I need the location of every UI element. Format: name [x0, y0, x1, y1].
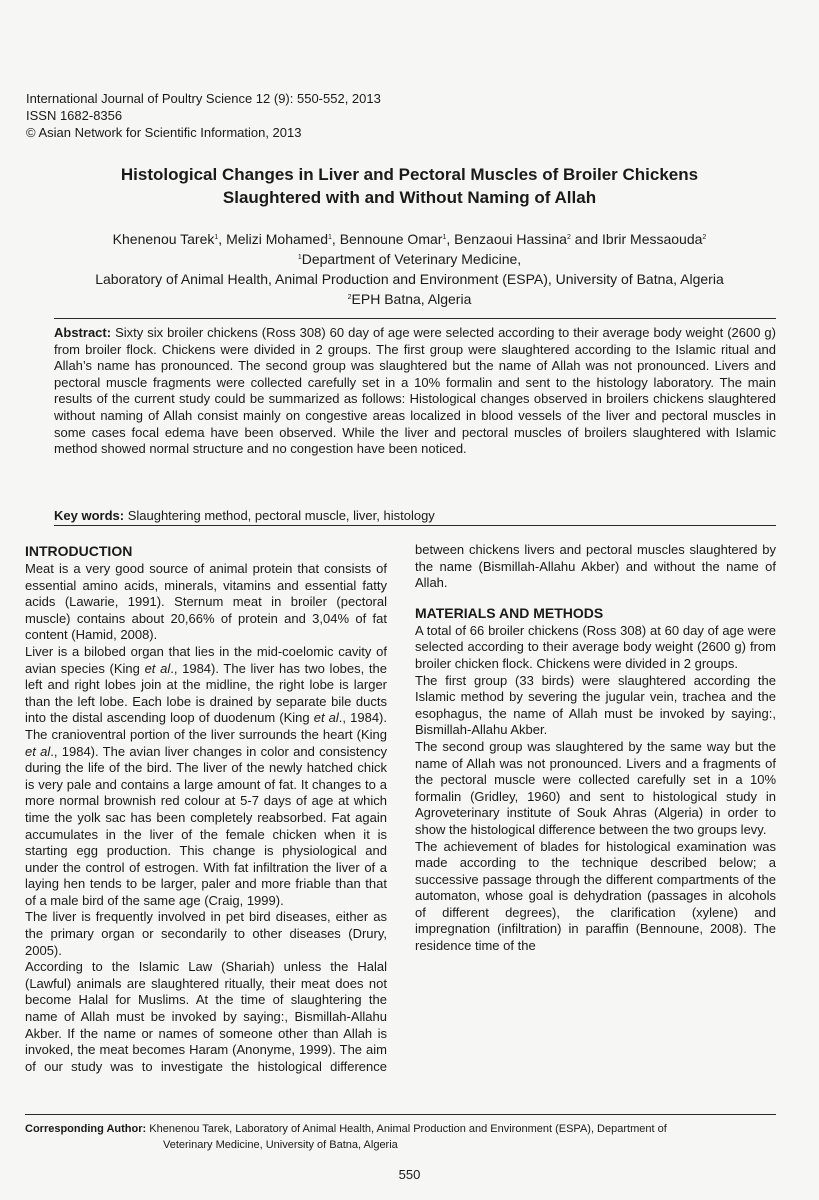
author-conjunction: and — [574, 231, 599, 247]
intro-paragraph-1: Meat is a very good source of animal protein that consists of essential amino acids, minerals, vitamins and essential fatty acids (Lawarie, 1991). Sternum meat in broiler (pectoral muscle) contains about 20,66% of protein and 3,04% of fat content (Hamid, 2008). — [25, 561, 387, 643]
intro-p2-part: ., 1984). The cranioventral portion of the liver surrounds the heart (King — [25, 710, 387, 742]
author-block — [20, 229, 799, 309]
intro-p2-part: ., 1984). The avian liver changes in color and consistency during the life of the bird. The liver of the newly hatched chick is very pale and contains a large amount of fat. It changes to a more normal brownish red colour at 5-7 days of age at which time the yolk sac has been completely reabsorbed. Fat again accumulates in the liver of the female chicken when it is starting egg production. This change is physiological and under the control of estrogen. With fat infiltration the liver of a laying hen tends to be larger, paler and more friable than that of a male bird of the same age (Craig, 1999). — [25, 743, 387, 908]
affiliation-mark: 1 — [297, 254, 302, 261]
corresponding-author-label: Corresponding Author: — [25, 1123, 147, 1135]
keywords-bottom-rule — [54, 525, 776, 526]
methods-paragraph-1: A total of 66 broiler chickens (Ross 308) at 60 day of age were selected according to their average body weight (2600 g) from broiler chicken flock. Chickens were divided in 2 groups. — [415, 622, 776, 671]
title-line-2: Slaughtered with and Without Naming of Allah — [222, 188, 597, 207]
affiliation-1-department: Department of Veterinary Medicine, — [301, 251, 522, 267]
methods-paragraph-2: The first group (33 birds) were slaughtered according the Islamic method by severing the jugular vein, trachea and the esophagus, the name of Allah must be invoked by saying:, Bismillah-Allahu Akber. — [415, 672, 776, 738]
intro-paragraph-4-continued: between chickens livers and pectoral muscles slaughtered by the name (Bismillah-Allahu Akber) and without the name of Allah. — [415, 542, 776, 591]
keywords-text: Slaughtering method, pectoral muscle, liver, histology — [127, 508, 435, 523]
methods-heading: MATERIALS AND METHODS — [415, 604, 604, 621]
author-affiliation-mark: 1 — [328, 234, 332, 241]
abstract-text: Sixty six broiler chickens (Ross 308) 60 day of age were selected according to their average body weight (2600 g) from broiler flock. Chickens were divided in 2 groups. The first group were slaughtered according to the Islamic ritual and Allah’s name has pronounced. The second group was slaughtered but the name of Allah was not pronounced. Livers and pectoral muscle fragments were collected carefully set in a 10% formalin and sent to the histology laboratory. The main results of the current study could be summarized as follows: Histological changes observed in broilers chickens slaughtered without naming of Allah consist mainly on congestive areas localized in blood vessels of the liver and pectoral muscles in some cases focal edema have been observed. While the liver and pectoral muscles of broilers slaughtered with Islamic method showed normal structure and no congestion have been noticed. — [54, 325, 776, 457]
author-name: Benzaoui Hassina — [454, 231, 567, 247]
intro-paragraph-3: The liver is frequently involved in pet bird diseases, either as the primary organ or secondarily to other diseases (Drury, 2005). — [25, 909, 387, 958]
keywords-label: Key words: — [54, 508, 125, 523]
journal-copyright: © Asian Network for Scientific Information, 2013 — [26, 125, 302, 140]
affiliation-2 — [20, 289, 799, 309]
right-column — [415, 542, 776, 955]
corresponding-author-line-1 — [25, 1121, 776, 1137]
paper-title — [40, 163, 779, 209]
methods-paragraph-3: The second group was slaughtered by the same way but the name of Allah was not pronounced. Livers and a fragments of the pectoral muscle were collected carefully set in a 10% formalin (Gridley, 1960) and sent to histological study in Agroveterinary institute of Souk Ahras (Algeria) in order to show the histological difference between the two groups levy. — [415, 738, 776, 837]
author-affiliation-mark: 2 — [702, 234, 707, 241]
journal-header — [26, 90, 381, 141]
affiliation-2-text: EPH Batna, Algeria — [351, 291, 472, 307]
methods-paragraph-4: The achievement of blades for histological examination was made according to the technique described below; a successive passage through the different compartments of the automaton, whose goal is dehydration (passages in alcohols of different degrees), the clarification (xylene) and impregnation (infiltration) in paraffin (Bennoune, 2008). The residence time of the — [415, 838, 776, 954]
title-line-1: Histological Changes in Liver and Pectoral Muscles of Broiler Chickens — [120, 165, 699, 184]
et-al: et al — [144, 660, 171, 676]
left-column — [25, 542, 387, 1075]
introduction-heading: INTRODUCTION — [25, 543, 133, 559]
affiliation-1-lab: Laboratory of Animal Health, Animal Production and Environment (ESPA), University of Batna, Algeria — [95, 271, 724, 287]
corresponding-author — [25, 1121, 776, 1153]
abstract-label: Abstract: — [54, 325, 112, 340]
author-affiliation-mark: 1 — [214, 234, 219, 241]
right-column-flow — [415, 542, 776, 592]
author-affiliation-mark: 2 — [566, 234, 571, 241]
corresponding-author-text: Khenenou Tarek, Laboratory of Animal Health, Animal Production and Environment (ESPA), Department of — [149, 1123, 667, 1135]
journal-issn: ISSN 1682-8356 — [26, 108, 123, 123]
intro-p2-part: ., 1984). The liver has two lobes, the left and right lobes join at the midline, the right lobe is larger than the left lobe. Each lobe is drained by separate bile ducts into the distal ascending loop of duodenum (King — [25, 660, 387, 726]
author-name: Ibrir Messaouda — [602, 231, 703, 247]
abstract-top-rule — [54, 318, 776, 319]
corresponding-author-line-2: Veterinary Medicine, University of Batna, Algeria — [163, 1139, 398, 1151]
intro-p2-part: Liver is a bilobed organ that lies in the mid-coelomic cavity of avian species (King — [25, 643, 387, 676]
abstract — [54, 325, 776, 458]
affiliation-1 — [20, 249, 799, 269]
author-list: Khenenou Tarek$^1$, Melizi Mohamed$^1$, Bennoune Omar$^1$, Benzaoui Hassina$^2$ and Ibrir Messaouda$^2$ — [112, 231, 707, 247]
keywords — [54, 508, 776, 524]
intro-paragraph-2 — [25, 644, 387, 910]
affiliation-mark: 2 — [347, 294, 352, 301]
author-name: Melizi Mohamed — [226, 231, 329, 247]
et-al: et al — [313, 710, 339, 726]
footer-rule — [25, 1114, 776, 1115]
author-name: Khenenou Tarek — [112, 231, 215, 247]
intro-paragraph-4: According to the Islamic Law (Shariah) unless the Halal (Lawful) animals are slaughtered ritually, their meat does not become Halal for Muslims. At the time of slaughtering the name of Allah must be invoked by saying:, Bismillah-Allahu Akber. If the name or names of someone other than Allah is invoked, the meat becomes Haram (Anonyme, 1999). The aim of our study was to investigate the histological difference — [25, 959, 387, 1074]
author-name: Bennoune Omar — [339, 231, 443, 247]
journal-citation: International Journal of Poultry Science 12 (9): 550-552, 2013 — [26, 91, 381, 106]
page-number: 550 — [398, 1167, 421, 1182]
et-al: et al — [25, 743, 51, 759]
author-affiliation-mark: 1 — [442, 234, 447, 241]
